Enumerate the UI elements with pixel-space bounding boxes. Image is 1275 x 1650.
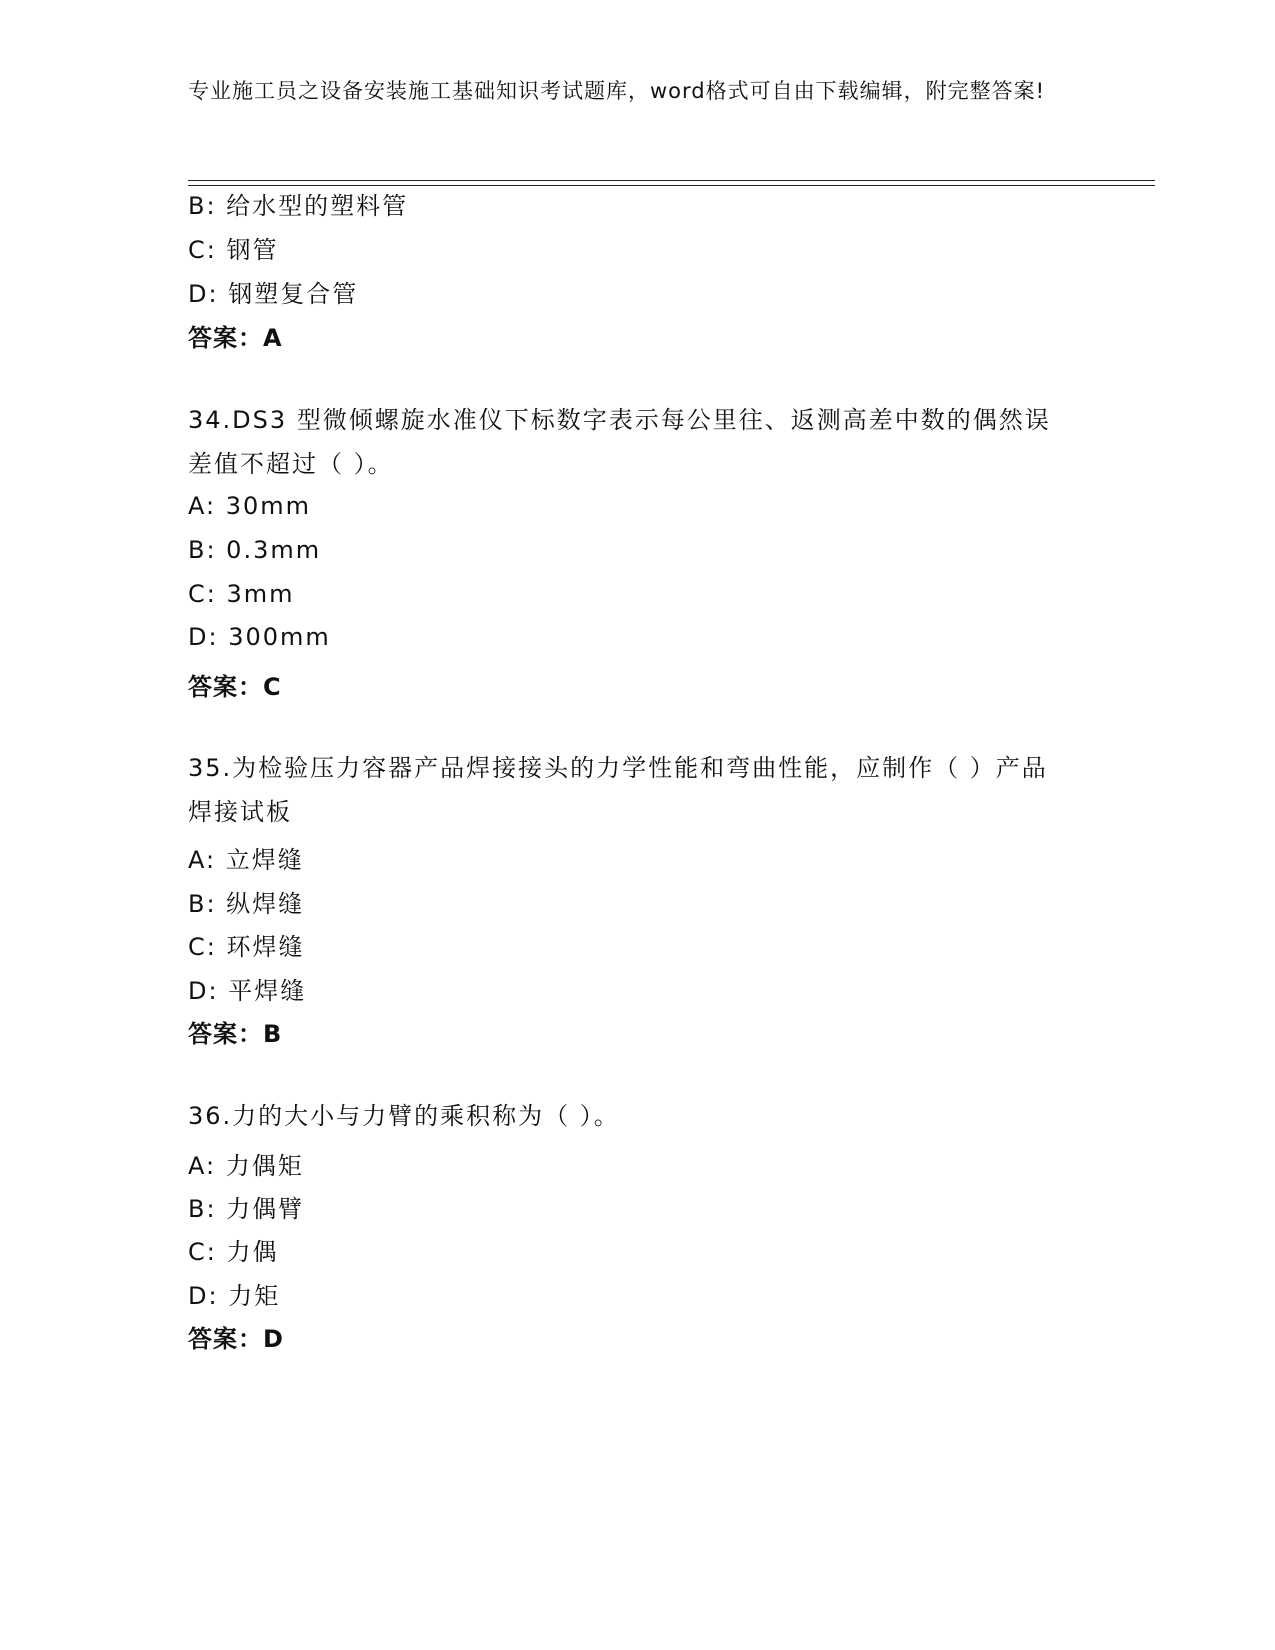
- header-divider-top: [188, 180, 1155, 181]
- option-b: B: 纵焊缝: [188, 890, 305, 918]
- option-d: D: 力矩: [188, 1282, 281, 1310]
- option-d: D: 钢塑复合管: [188, 280, 359, 308]
- answer-line: 答案：B: [188, 1020, 283, 1048]
- option-c: C: 力偶: [188, 1238, 279, 1266]
- option-b: B: 0.3mm: [188, 536, 322, 564]
- option-b: B: 给水型的塑料管: [188, 192, 409, 220]
- answer-line: 答案：D: [188, 1325, 284, 1353]
- option-b: B: 力偶臂: [188, 1195, 305, 1223]
- option-a: A: 立焊缝: [188, 846, 304, 874]
- option-a: A: 30mm: [188, 492, 312, 520]
- document-header: 专业施工员之设备安装施工基础知识考试题库，word格式可自由下载编辑，附完整答案!: [188, 79, 1046, 103]
- option-a: A: 力偶矩: [188, 1152, 304, 1180]
- question-35-stem: 35.为检验压力容器产品焊接接头的力学性能和弯曲性能，应制作（ ）产品焊接试板: [188, 754, 1048, 826]
- question-34-stem: 34.DS3 型微倾螺旋水准仪下标数字表示每公里往、返测高差中数的偶然误差值不超过（ ）。: [188, 406, 1051, 478]
- option-d: D: 300mm: [188, 623, 331, 651]
- answer-line: 答案：C: [188, 673, 282, 701]
- question-36-stem: 36.力的大小与力臂的乘积称为（ ）。: [188, 1102, 620, 1130]
- option-c: C: 3mm: [188, 580, 295, 608]
- answer-line: 答案：A: [188, 324, 283, 352]
- option-c: C: 环焊缝: [188, 933, 305, 961]
- option-c: C: 钢管: [188, 236, 279, 264]
- option-d: D: 平焊缝: [188, 977, 307, 1005]
